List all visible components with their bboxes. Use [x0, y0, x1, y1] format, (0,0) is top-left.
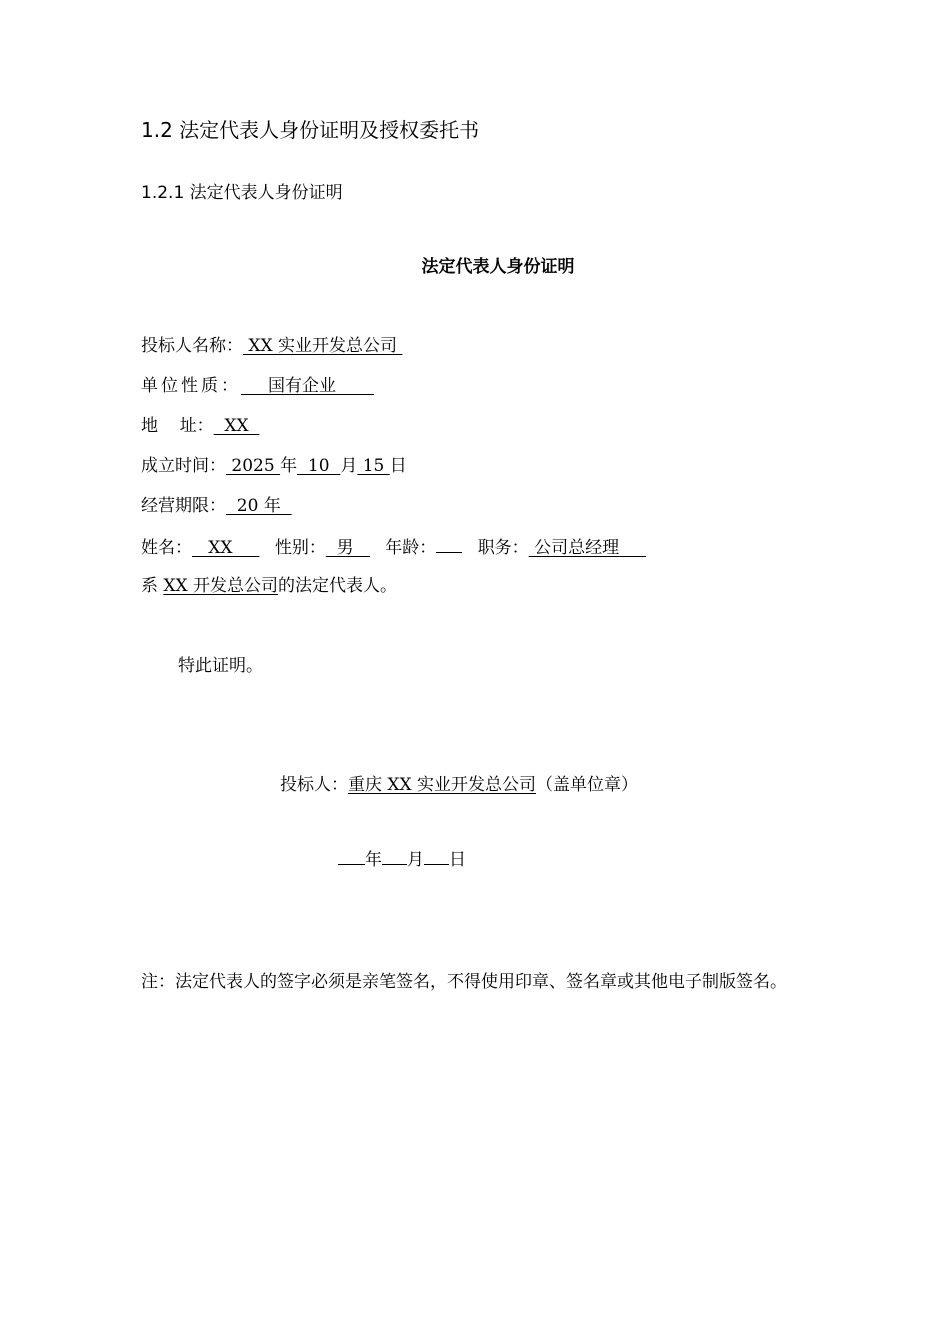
- unit-nature-value: 国有企业: [241, 376, 374, 396]
- date-day-blank: [424, 847, 449, 865]
- address-value: XX: [213, 416, 260, 436]
- subsection-heading: 1.2.1 法定代表人身份证明: [141, 183, 343, 203]
- established-month-char: 月: [340, 456, 358, 476]
- age-label: 年龄：: [385, 538, 437, 558]
- address-row: [141, 415, 259, 437]
- established-year: 2025: [226, 456, 281, 476]
- established-day-char: 日: [389, 456, 407, 476]
- statement-prefix: 系: [141, 576, 164, 596]
- term-value: 20 年: [226, 496, 292, 516]
- established-month: 10: [297, 456, 341, 476]
- unit-nature-label: 单位性质：: [141, 376, 241, 396]
- date-month-blank: [382, 847, 407, 865]
- established-label: 成立时间：: [141, 456, 226, 476]
- date-day-char: 日: [449, 850, 466, 870]
- document-title: 法定代表人身份证明: [421, 257, 575, 277]
- date-year-char: 年: [365, 850, 382, 870]
- signature-company: 重庆 XX 实业开发总公司: [348, 775, 537, 795]
- section-heading: 1.2 法定代表人身份证明及授权委托书: [141, 118, 480, 142]
- name-value: XX: [192, 538, 260, 558]
- name-label: 姓名：: [141, 538, 192, 558]
- address-label: 地 址：: [141, 416, 214, 436]
- date-month-char: 月: [407, 850, 424, 870]
- age-blank: [436, 535, 462, 553]
- position-label: 职务：: [477, 538, 529, 558]
- bidder-name-row: [141, 335, 402, 357]
- signature-note: 注：法定代表人的签字必须是亲笔签名，不得使用印章、签名章或其他电子制版签名。: [141, 972, 787, 992]
- person-row: [141, 535, 646, 559]
- certify-text: 特此证明。: [178, 656, 263, 676]
- position-value: 公司总经理: [528, 538, 647, 558]
- statement-company: XX 开发总公司: [163, 576, 279, 596]
- unit-nature-row: [141, 375, 374, 397]
- date-line: [338, 847, 466, 871]
- signature-label: 投标人：: [280, 775, 348, 795]
- signature-seal-note: （盖单位章）: [536, 775, 639, 795]
- gender-label: 性别：: [274, 538, 326, 558]
- established-row: [141, 455, 407, 477]
- established-day: 15: [357, 456, 390, 476]
- date-year-blank: [338, 847, 365, 865]
- bidder-name-value: XX 实业开发总公司: [243, 336, 403, 356]
- gender-value: 男: [325, 538, 370, 558]
- established-year-char: 年: [280, 456, 298, 476]
- bidder-name-label: 投标人名称：: [141, 336, 243, 356]
- term-label: 经营期限：: [141, 496, 226, 516]
- signature-row: [280, 774, 638, 796]
- statement-suffix: 的法定代表人。: [278, 576, 398, 596]
- statement-row: [141, 575, 397, 597]
- term-row: [141, 495, 292, 517]
